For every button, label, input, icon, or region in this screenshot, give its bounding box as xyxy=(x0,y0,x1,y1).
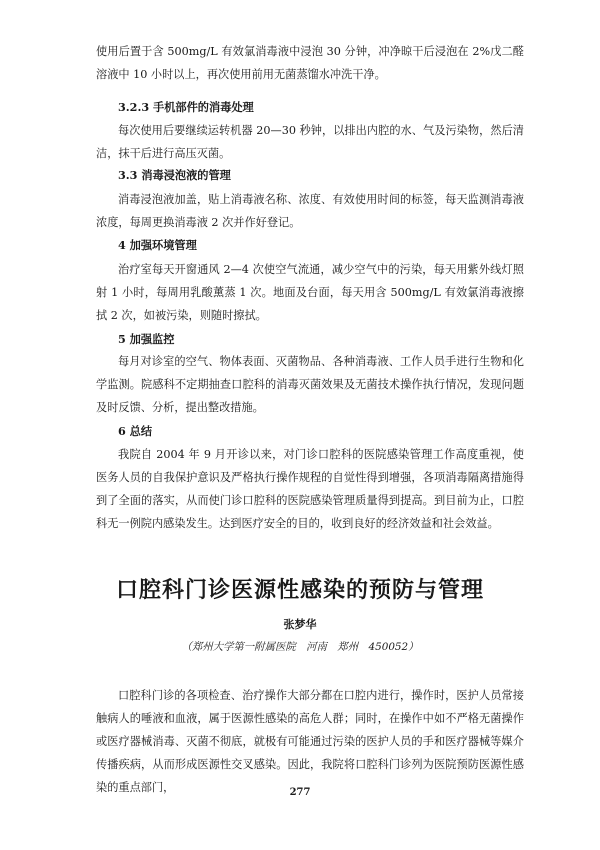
paragraph-disinfectant: 消毒浸泡液加盖，贴上消毒液名称、浓度、有效使用时间的标签，每天监测消毒液浓度，每周更换消毒液 2 次并作好登记。 xyxy=(96,193,524,229)
article-title: 口腔科门诊医源性感染的预防与管理 xyxy=(115,578,484,603)
page-number: 277 xyxy=(289,787,311,798)
article-author: 张梦华 xyxy=(283,618,317,631)
heading-3-2-3: 3.2.3 手机部件的消毒处理 xyxy=(118,100,254,114)
paragraph-environment: 治疗室每天开窗通风 2—4 次使空气流通，减少空气中的污染，每天用紫外线灯照射 1 小时，每周用乳酸薰蒸 1 次。地面及台面，每天用含 500mg/L 有效氯消毒液擦拭 2 次，如被污染，则随时擦拭。 xyxy=(96,263,524,322)
paragraph-monitoring: 每月对诊室的空气、物体表面、灭菌物品、各种消毒液、工作人员手进行生物和化学监测。院感科不定期抽查口腔科的消毒灭菌效果及无菌技术操作执行情况，发现问题及时反馈、分析，提出整改措施。 xyxy=(96,355,524,414)
paragraph-summary: 我院自 2004 年 9 月开诊以来，对门诊口腔科的医院感染管理工作高度重视，使医务人员的自我保护意识及严格执行操作规程的自觉性得到增强，各项消毒隔离措施得到了全面的落实，从而使门诊口腔科的医院感染管理质量得到提高。到目前为止，口腔科无一例院内感染发生。达到医疗安全的目的，收到良好的经济效益和社会效益。 xyxy=(96,448,524,530)
article-affiliation: （郑州大学第一附属医院 河南 郑州 450052） xyxy=(181,641,419,653)
paragraph-soaking-procedure: 使用后置于含 500mg/L 有效氯消毒液中浸泡 30 分钟，冲净晾干后浸泡在 2%戊二醛溶液中 10 小时以上，再次使用前用无菌蒸馏水冲洗干净。 xyxy=(96,45,524,81)
paragraph-handpiece: 每次使用后要继续运转机器 20—30 秒钟，以排出内腔的水、气及污染物，然后清洁，抹干后进行高压灭菌。 xyxy=(96,124,524,160)
paragraph-introduction: 口腔科门诊的各项检查、治疗操作大部分都在口腔内进行，操作时，医护人员常接触病人的唾液和血液，属于医源性感染的高危人群；同时，在操作中如不严格无菌操作或医疗器械消毒、灭菌不彻底，就极有可能通过污染的医护人员的手和医疗器械等媒介传播疾病，从而形成医源性交叉感染。因此，我院将口腔科门诊列为医院预防医源性感染的重点部门， xyxy=(96,689,524,794)
heading-4: 4 加强环境管理 xyxy=(118,238,197,252)
heading-5: 5 加强监控 xyxy=(118,332,175,346)
heading-6: 6 总结 xyxy=(118,424,153,438)
heading-3-3: 3.3 消毒浸泡液的管理 xyxy=(118,168,231,182)
